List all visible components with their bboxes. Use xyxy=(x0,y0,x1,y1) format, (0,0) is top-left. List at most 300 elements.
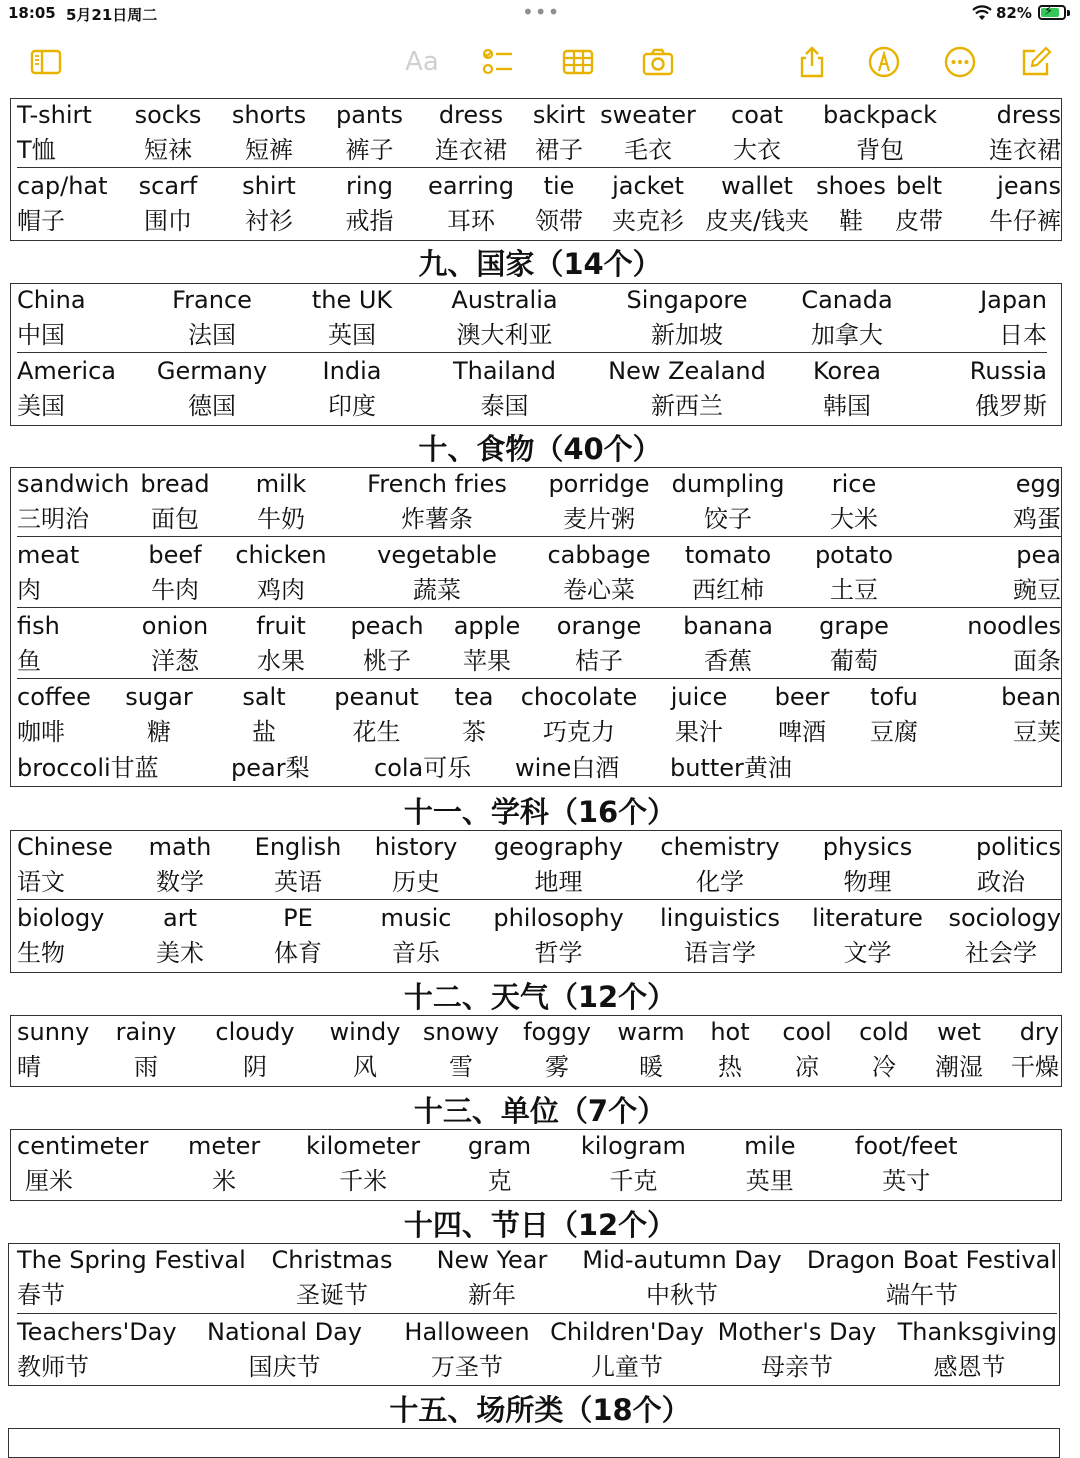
word-en: art xyxy=(125,900,235,936)
word-zh: 花生 xyxy=(352,717,401,746)
word-zh: 裤子 xyxy=(345,135,394,164)
word-zh: 豌豆 xyxy=(1013,575,1062,604)
word-zh: 炸薯条 xyxy=(401,504,473,533)
word-en: Teachers'Day xyxy=(17,1314,177,1350)
word-en: chicken xyxy=(225,537,337,573)
word-zh: 化学 xyxy=(696,867,744,896)
word-en: jeans xyxy=(948,168,1061,204)
subjects-table xyxy=(17,829,1061,970)
word-en: socks xyxy=(134,100,202,129)
word-zh: 皮夹/钱夹 xyxy=(704,206,810,235)
word-zh: 千米 xyxy=(339,1166,388,1195)
word-zh: 生物 xyxy=(17,938,65,967)
word-zh: 肉 xyxy=(17,575,41,604)
word-en: mile xyxy=(744,1131,796,1160)
word-en: wet xyxy=(937,1017,981,1046)
food-table-2 xyxy=(17,678,1061,749)
word-zh: 印度 xyxy=(328,391,376,420)
word-en: salt xyxy=(209,679,319,715)
word-en: politics xyxy=(975,832,1061,861)
word-zh: 西红柿 xyxy=(692,575,765,604)
word-en: dress xyxy=(438,100,504,129)
word-zh: 糖 xyxy=(147,717,171,746)
word-mixed: pear梨 xyxy=(231,754,310,782)
word-en: New Year xyxy=(436,1245,548,1274)
word-en: music xyxy=(361,900,471,936)
word-zh: 饺子 xyxy=(704,504,753,533)
word-zh: 音乐 xyxy=(392,938,440,967)
word-en: onion xyxy=(125,608,225,644)
word-zh: 千克 xyxy=(609,1166,658,1195)
word-en: cap/hat xyxy=(17,168,119,204)
word-en: tie xyxy=(524,168,594,204)
word-en: snowy xyxy=(422,1017,500,1046)
word-en: cloudy xyxy=(215,1017,295,1046)
word-en: sociology xyxy=(941,900,1061,936)
word-zh: 牛肉 xyxy=(151,575,199,604)
word-en: fruit xyxy=(225,608,337,644)
word-zh: 中国 xyxy=(17,320,65,349)
subjects-row-1-en xyxy=(17,829,1061,864)
word-zh: 背包 xyxy=(856,135,904,164)
word-en: Halloween xyxy=(392,1314,542,1350)
table-icon[interactable] xyxy=(558,42,598,82)
word-en: PE xyxy=(235,900,361,936)
word-zh: 文学 xyxy=(843,938,892,967)
word-zh: 风 xyxy=(353,1052,377,1081)
word-zh: 语言学 xyxy=(684,938,756,967)
food-row-4-zh xyxy=(17,714,1061,749)
festivals-row-1-zh xyxy=(17,1277,1057,1312)
word-zh: 冷 xyxy=(872,1052,896,1081)
food-row-1-zh xyxy=(17,501,1061,537)
text-format-icon[interactable] xyxy=(400,42,444,82)
word-en: meat xyxy=(17,537,125,573)
word-zh: 雾 xyxy=(545,1052,569,1081)
units-row-1-en xyxy=(17,1128,977,1163)
section-title-food: 十、食物（40个） xyxy=(418,432,662,466)
word-en: centimeter xyxy=(17,1131,149,1160)
word-zh: 国庆节 xyxy=(248,1352,321,1381)
subjects-row-1-zh xyxy=(17,864,1061,900)
word-mixed: cola可乐 xyxy=(374,754,472,782)
word-en: New Zealand xyxy=(592,353,782,389)
section-title-weather: 十二、天气（12个） xyxy=(403,980,677,1014)
word-en: sweater xyxy=(600,100,696,129)
word-zh: 热 xyxy=(718,1052,742,1081)
word-zh: 新年 xyxy=(468,1280,516,1309)
food-row-1-en xyxy=(17,466,1061,501)
checklist-icon[interactable] xyxy=(478,42,518,82)
word-zh: 政治 xyxy=(977,867,1025,896)
word-en: Chinese xyxy=(17,832,113,861)
word-en: Singapore xyxy=(626,285,748,314)
word-zh: 麦片粥 xyxy=(563,504,636,533)
word-en: America xyxy=(17,353,137,389)
countries-row-1-zh xyxy=(17,317,1047,353)
compose-icon[interactable] xyxy=(1016,42,1056,82)
word-en: earring xyxy=(418,168,524,204)
word-zh: 感恩节 xyxy=(933,1352,1006,1381)
section-title-units: 十三、单位（7个） xyxy=(413,1094,667,1128)
word-zh: 大米 xyxy=(830,504,879,533)
word-zh: 苹果 xyxy=(463,646,511,675)
word-en: skirt xyxy=(532,100,586,129)
word-zh: 万圣节 xyxy=(431,1352,503,1381)
countries-row-2-en xyxy=(17,353,1047,389)
word-en: windy xyxy=(329,1017,401,1046)
word-en: hot xyxy=(710,1017,750,1046)
word-zh: 体育 xyxy=(274,938,322,967)
word-zh: 日本 xyxy=(999,320,1047,349)
word-en: Christmas xyxy=(271,1245,393,1274)
word-zh: 雪 xyxy=(449,1052,473,1081)
word-zh: 短袜 xyxy=(144,135,192,164)
word-en: juice xyxy=(644,679,754,715)
word-en: banana xyxy=(661,608,795,644)
word-zh: 帽子 xyxy=(17,206,65,235)
word-zh: 英里 xyxy=(745,1166,794,1195)
word-zh: 鞋 xyxy=(839,206,863,235)
word-en: biology xyxy=(17,900,125,936)
word-zh: 母亲节 xyxy=(761,1352,833,1381)
word-en: peach xyxy=(337,608,437,644)
word-en: milk xyxy=(255,469,307,498)
word-zh: 新西兰 xyxy=(651,391,723,420)
word-en: porridge xyxy=(548,469,650,498)
word-en: warm xyxy=(617,1017,685,1046)
word-en: physics xyxy=(822,832,913,861)
food-table xyxy=(17,466,1061,678)
word-zh: 戒指 xyxy=(345,206,394,235)
word-en: bean xyxy=(938,679,1061,715)
word-zh: 俄罗斯 xyxy=(975,391,1047,420)
word-en: Korea xyxy=(782,353,912,389)
word-en: pea xyxy=(913,537,1061,573)
word-en: philosophy xyxy=(471,900,646,936)
notes-toolbar xyxy=(0,30,1080,90)
word-zh: 领带 xyxy=(535,206,583,235)
word-mixed: broccoli甘蓝 xyxy=(17,754,159,782)
word-zh: 教师节 xyxy=(17,1352,89,1381)
word-zh: 暖 xyxy=(639,1052,663,1081)
word-en: rice xyxy=(831,469,877,498)
word-zh: 豆荚 xyxy=(1013,717,1061,746)
word-en: gram xyxy=(467,1131,532,1160)
word-zh: 牛奶 xyxy=(257,504,305,533)
word-zh: 中秋节 xyxy=(646,1280,718,1309)
word-zh: 泰国 xyxy=(480,391,529,420)
word-en: cool xyxy=(782,1017,832,1046)
word-zh: 法国 xyxy=(188,320,236,349)
word-en: France xyxy=(172,285,252,314)
battery-percent: 82% xyxy=(996,4,1032,22)
word-en: chemistry xyxy=(660,832,780,861)
word-en: wallet xyxy=(702,168,812,204)
word-en: French fries xyxy=(367,469,507,498)
word-zh: 啤酒 xyxy=(778,717,826,746)
word-zh: 阴 xyxy=(243,1052,267,1081)
word-zh: 夹克衫 xyxy=(612,206,684,235)
word-en: kilogram xyxy=(580,1131,686,1160)
food-extra-row xyxy=(17,751,1057,786)
word-mixed: butter黄油 xyxy=(670,754,792,782)
wifi-icon xyxy=(971,4,993,22)
places-table-border xyxy=(8,1428,1060,1458)
word-en: meter xyxy=(188,1131,261,1160)
word-zh: 干燥 xyxy=(1011,1052,1059,1081)
word-zh: 潮湿 xyxy=(935,1052,983,1081)
word-en: Mid-autumn Day xyxy=(582,1245,782,1274)
word-en: tea xyxy=(434,679,514,715)
word-zh: 春节 xyxy=(17,1280,65,1309)
word-zh: 厘米 xyxy=(25,1166,73,1195)
word-zh: 语文 xyxy=(17,867,65,896)
word-en: Children'Day xyxy=(542,1314,712,1350)
word-en: peanut xyxy=(319,679,434,715)
festivals-row-2-en xyxy=(17,1314,1057,1350)
word-en: rainy xyxy=(115,1017,177,1046)
festivals-table-1 xyxy=(17,1242,1057,1312)
word-en: beer xyxy=(754,679,850,715)
food-row-2-zh xyxy=(17,572,1061,608)
food-row-3-en xyxy=(17,608,1061,644)
word-zh: 毛衣 xyxy=(624,135,672,164)
word-en: jacket xyxy=(594,168,702,204)
word-zh: 牛仔裤 xyxy=(989,206,1062,235)
word-en: India xyxy=(287,353,417,389)
word-zh: 数学 xyxy=(156,867,204,896)
word-en: grape xyxy=(795,608,913,644)
status-time: 18:05 xyxy=(8,4,56,22)
weather-row-1-zh xyxy=(17,1049,1059,1084)
word-zh: 韩国 xyxy=(823,391,871,420)
word-en: ring xyxy=(321,168,418,204)
clothes-row-1-zh xyxy=(17,132,1061,168)
word-zh: 桔子 xyxy=(575,646,624,675)
battery-icon: ⚡ xyxy=(1038,5,1066,20)
word-zh: 克 xyxy=(487,1166,512,1195)
word-zh: 历史 xyxy=(392,867,440,896)
word-en: potato xyxy=(795,537,913,573)
clothes-table xyxy=(17,97,1061,238)
word-en: tofu xyxy=(850,679,938,715)
word-zh: 卷心菜 xyxy=(563,575,636,604)
festivals-table-2 xyxy=(17,1313,1057,1384)
word-zh: 三明治 xyxy=(17,504,89,533)
clothes-row-2-zh xyxy=(17,203,1061,238)
word-en: apple xyxy=(437,608,537,644)
section-title-subjects: 十一、学科（16个） xyxy=(403,795,677,829)
word-zh: 儿童节 xyxy=(591,1352,663,1381)
weather-table xyxy=(17,1014,1059,1084)
text-format-label: Aa xyxy=(405,47,439,77)
word-zh: 美术 xyxy=(156,938,204,967)
word-zh: 耳环 xyxy=(447,206,495,235)
word-en: vegetable xyxy=(337,537,537,573)
word-en: cold xyxy=(859,1017,909,1046)
word-zh: 新加坡 xyxy=(651,320,723,349)
word-en: math xyxy=(148,832,212,861)
word-zh: 裙子 xyxy=(535,135,583,164)
clothes-row-1-en xyxy=(17,97,1061,132)
more-icon[interactable] xyxy=(940,42,980,82)
word-en: orange xyxy=(537,608,661,644)
countries-table xyxy=(17,282,1047,423)
word-zh: 洋葱 xyxy=(151,646,199,675)
battery-tip xyxy=(1067,10,1070,16)
food-row-2-en xyxy=(17,537,1061,573)
word-zh: 面包 xyxy=(151,504,199,533)
word-en: Dragon Boat Festival xyxy=(806,1245,1057,1274)
units-table xyxy=(17,1128,977,1198)
sidebar-icon[interactable] xyxy=(26,42,66,82)
units-row-1-zh xyxy=(17,1163,977,1198)
word-zh: 圣诞节 xyxy=(296,1280,368,1309)
subjects-row-2-zh xyxy=(17,935,1061,970)
word-en: dry xyxy=(1019,1017,1059,1046)
word-en: shoes xyxy=(812,168,890,204)
word-zh: 皮带 xyxy=(895,206,943,235)
word-zh: 鱼 xyxy=(17,646,41,675)
food-row-4-en xyxy=(17,679,1061,715)
word-en: fish xyxy=(17,608,125,644)
word-zh: 水果 xyxy=(257,646,305,675)
word-en: foggy xyxy=(523,1017,591,1046)
word-en: backpack xyxy=(822,100,938,129)
word-en: Mother's Day xyxy=(712,1314,882,1350)
word-en: sugar xyxy=(109,679,209,715)
word-zh: 蔬菜 xyxy=(413,575,461,604)
word-en: egg xyxy=(1015,469,1062,498)
word-zh: 英寸 xyxy=(882,1166,931,1195)
word-zh: 英语 xyxy=(274,867,322,896)
word-en: sunny xyxy=(17,1017,90,1046)
clothes-row-2-en xyxy=(17,168,1061,204)
word-zh: T恤 xyxy=(17,135,56,164)
word-en: dumpling xyxy=(671,469,785,498)
word-zh: 物理 xyxy=(843,867,892,896)
word-zh: 地理 xyxy=(534,867,583,896)
word-en: tomato xyxy=(661,537,795,573)
word-zh: 短裤 xyxy=(245,135,293,164)
word-en: beef xyxy=(125,537,225,573)
word-zh: 连衣裙 xyxy=(989,135,1062,164)
word-en: shirt xyxy=(217,168,321,204)
weather-row-1-en xyxy=(17,1014,1059,1049)
food-row-3-zh xyxy=(17,643,1061,678)
word-en: shorts xyxy=(231,100,307,129)
word-zh: 连衣裙 xyxy=(435,135,507,164)
markup-pen-icon[interactable] xyxy=(864,42,904,82)
word-en: Thailand xyxy=(417,353,592,389)
word-en: cabbage xyxy=(537,537,661,573)
word-zh: 茶 xyxy=(462,717,486,746)
word-zh: 凉 xyxy=(795,1052,819,1081)
word-zh: 雨 xyxy=(134,1052,158,1081)
word-en: Russia xyxy=(912,353,1047,389)
word-en: bread xyxy=(140,469,210,498)
word-zh: 美国 xyxy=(17,391,65,420)
section-title-festivals: 十四、节日（12个） xyxy=(403,1208,677,1242)
word-en: pants xyxy=(335,100,404,129)
word-en: literature xyxy=(794,900,941,936)
word-en: China xyxy=(17,285,86,314)
word-en: geography xyxy=(493,832,624,861)
word-en: National Day xyxy=(177,1314,392,1350)
word-zh: 加拿大 xyxy=(811,320,883,349)
subjects-row-2-en xyxy=(17,900,1061,936)
share-icon[interactable] xyxy=(792,42,832,82)
word-en: belt xyxy=(890,168,948,204)
word-en: noodles xyxy=(913,608,1061,644)
word-zh: 咖啡 xyxy=(17,717,65,746)
word-zh: 盐 xyxy=(252,717,276,746)
word-en: kilometer xyxy=(306,1131,421,1160)
festivals-row-2-zh xyxy=(17,1349,1057,1384)
word-zh: 桃子 xyxy=(363,646,411,675)
word-zh: 澳大利亚 xyxy=(456,320,553,349)
word-zh: 豆腐 xyxy=(870,717,918,746)
festivals-row-1-en xyxy=(17,1242,1057,1277)
word-en: The Spring Festival xyxy=(17,1245,246,1274)
word-en: Thanksgiving xyxy=(882,1314,1057,1350)
word-zh: 香蕉 xyxy=(704,646,753,675)
word-en: Japan xyxy=(980,285,1047,314)
word-mixed: wine白酒 xyxy=(515,754,620,782)
word-zh: 衬衫 xyxy=(245,206,293,235)
word-en: sandwich xyxy=(17,469,130,498)
word-en: Germany xyxy=(137,353,287,389)
word-zh: 晴 xyxy=(17,1052,41,1081)
word-en: coffee xyxy=(17,679,109,715)
word-en: Australia xyxy=(451,285,558,314)
multitasking-dots-icon[interactable]: ••• xyxy=(522,0,561,24)
section-title-countries: 九、国家（14个） xyxy=(418,247,662,281)
word-zh: 果汁 xyxy=(675,717,723,746)
status-date: 5月21日周二 xyxy=(66,6,158,24)
word-zh: 面条 xyxy=(1013,646,1062,675)
status-bar xyxy=(0,0,1080,28)
word-zh: 哲学 xyxy=(534,938,583,967)
word-en: dress xyxy=(996,100,1062,129)
word-zh: 德国 xyxy=(188,391,236,420)
word-zh: 土豆 xyxy=(830,575,879,604)
camera-icon[interactable] xyxy=(638,42,678,82)
word-en: English xyxy=(254,832,342,861)
word-en: chocolate xyxy=(514,679,644,715)
word-zh: 围巾 xyxy=(144,206,192,235)
word-zh: 鸡蛋 xyxy=(1013,504,1062,533)
word-en: coat xyxy=(731,100,783,129)
countries-row-1-en xyxy=(17,282,1047,317)
word-en: scarf xyxy=(119,168,217,204)
word-zh: 社会学 xyxy=(965,938,1037,967)
word-en: Canada xyxy=(801,285,893,314)
word-zh: 英国 xyxy=(328,320,376,349)
word-zh: 鸡肉 xyxy=(257,575,305,604)
word-zh: 巧克力 xyxy=(543,717,615,746)
word-zh: 端午节 xyxy=(886,1280,958,1309)
word-en: foot/feet xyxy=(854,1131,958,1160)
section-title-places: 十五、场所类（18个） xyxy=(389,1393,691,1427)
word-en: the UK xyxy=(311,285,393,314)
word-zh: 大衣 xyxy=(733,135,781,164)
countries-row-2-zh xyxy=(17,388,1047,423)
word-en: history xyxy=(374,832,458,861)
word-zh: 米 xyxy=(212,1166,237,1195)
word-en: linguistics xyxy=(646,900,794,936)
